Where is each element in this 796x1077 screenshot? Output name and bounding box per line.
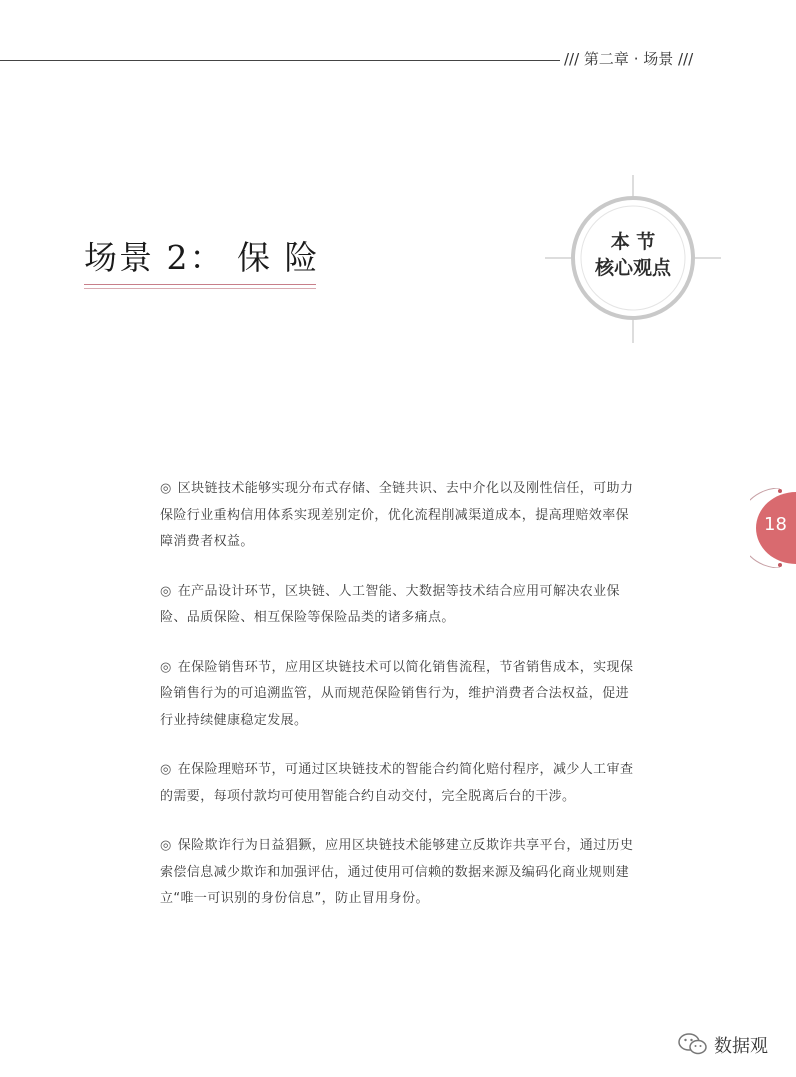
- point-item: [160, 476, 638, 556]
- point-text: 在保险理赔环节，可通过区块链技术的智能合约简化赔付程序，减少人工审查的需要，每项付款均可使用智能合约自动交付，完全脱离后台的干涉。: [160, 762, 634, 804]
- point-text: 保险欺诈行为日益猖獗，应用区块链技术能够建立反欺诈共享平台，通过历史索偿信息减少欺诈和加强评估，通过使用可信赖的数据来源及编码化商业规则建立“唯一可识别的身份信息”，防止冒用身份。: [160, 838, 634, 906]
- badge-label: [575, 229, 691, 281]
- bullet-icon: ◎: [160, 583, 172, 599]
- point-text: 在保险销售环节，应用区块链技术可以简化销售流程，节省销售成本，实现保险销售行为的可追溯监管，从而规范保险销售行为，维护消费者合法权益，促进行业持续健康稳定发展。: [160, 659, 634, 728]
- header-rule: [0, 60, 560, 61]
- section-title: 场景 2： 保 险: [84, 238, 320, 277]
- wechat-icon: [678, 1032, 708, 1056]
- badge-line-2: 核心观点: [594, 257, 671, 279]
- point-text: 在产品设计环节，区块链、人工智能、大数据等技术结合应用可解决农业保险、品质保险、相互保险等保险品类的诸多痛点。: [160, 583, 620, 625]
- key-points-list: [160, 476, 638, 936]
- page-number: 18: [764, 514, 787, 535]
- brand-name: 数据观: [714, 1036, 768, 1057]
- title-underline-secondary: [84, 288, 316, 289]
- point-item: [160, 655, 638, 735]
- point-item: [160, 579, 638, 632]
- point-item: [160, 833, 638, 913]
- key-points-badge: [545, 175, 721, 343]
- bullet-icon: ◎: [160, 762, 172, 777]
- chapter-header: /// 第二章 · 场景 ///: [564, 50, 694, 68]
- title-underline: [84, 284, 316, 285]
- bullet-icon: ◎: [160, 659, 172, 675]
- point-item: [160, 757, 638, 810]
- badge-line-1: 本 节: [610, 231, 656, 253]
- bullet-icon: ◎: [160, 838, 172, 853]
- point-text: 区块链技术能够实现分布式存储、全链共识、去中介化以及刚性信任，可助力保险行业重构信用体系实现差别定价，优化流程削减渠道成本，提高理赔效率保障消费者权益。: [160, 481, 634, 549]
- bullet-icon: ◎: [160, 481, 172, 496]
